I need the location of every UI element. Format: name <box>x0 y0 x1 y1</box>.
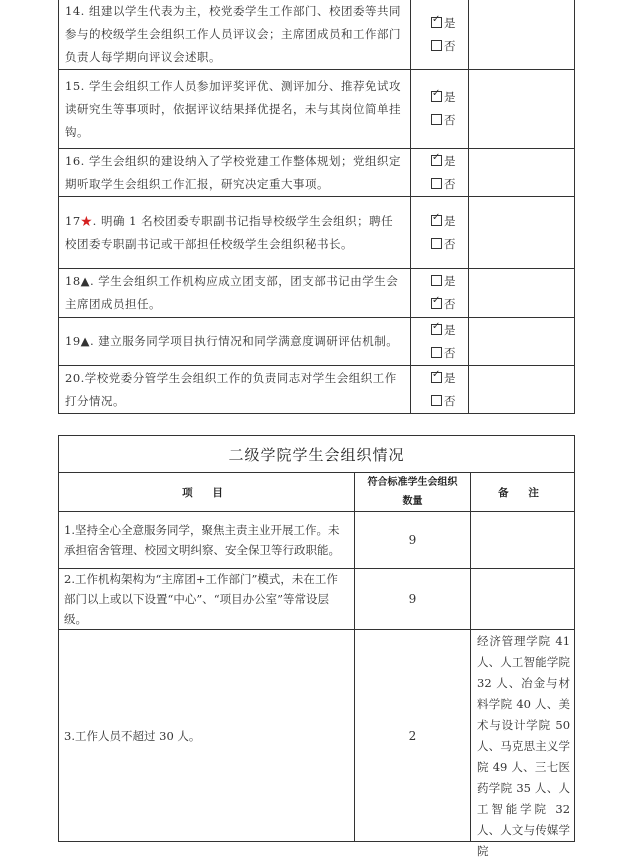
criterion-number: 17 <box>65 213 81 228</box>
blank-cell <box>469 70 575 149</box>
table-row <box>59 70 575 149</box>
criterion-body: . 学生会组织工作机构应成立团支部，团支部书记由学生会主席团成员担任。 <box>65 274 399 311</box>
criterion-text: 15. 学生会组织工作人员参加评奖评优、测评加分、推荐免试攻读研究生等事项时，依据评议结果择优提名，未与其岗位简单挂钩。 <box>59 70 411 149</box>
triangle-icon: ▲ <box>80 334 90 348</box>
no-label: 否 <box>444 38 456 53</box>
column-header-note: 备 注 <box>471 473 575 512</box>
yes-no-options <box>411 149 469 197</box>
no-label: 否 <box>444 345 456 360</box>
blank-cell <box>469 197 575 269</box>
table-row <box>59 630 575 842</box>
criterion-body: . 明确 1 名校团委专职副书记指导校级学生会组织；聘任校团委专职副书记或干部担任校级学生会组织秘书长。 <box>65 213 394 251</box>
criterion-text <box>59 318 411 366</box>
table-row <box>59 512 575 569</box>
criterion-text <box>59 269 411 318</box>
table-row <box>59 569 575 630</box>
yes-no-options <box>411 0 469 70</box>
count-cell: 9 <box>355 569 471 630</box>
table-row <box>59 366 575 414</box>
star-icon: ★ <box>80 213 93 228</box>
criterion-number: 19 <box>65 334 81 348</box>
note-cell <box>471 569 575 630</box>
yes-no-options <box>411 366 469 414</box>
yes-label: 是 <box>444 213 456 228</box>
checkbox-no[interactable] <box>431 114 442 125</box>
table-title-row <box>59 436 575 473</box>
checkbox-yes[interactable] <box>431 17 442 28</box>
checkbox-no[interactable] <box>431 178 442 189</box>
yes-label: 是 <box>444 90 456 104</box>
no-label: 否 <box>444 393 456 408</box>
checkbox-yes[interactable] <box>431 91 442 102</box>
column-header-item: 项 目 <box>59 473 355 512</box>
checkbox-no[interactable] <box>431 298 442 309</box>
criterion-text: 14. 组建以学生代表为主，校党委学生工作部门、校团委等共同参与的校级学生会组织工作人员评议会；主席团成员和工作部门负责人每学期向评议会述职。 <box>59 0 411 70</box>
yes-no-options <box>411 269 469 318</box>
checkbox-no[interactable] <box>431 347 442 358</box>
checkbox-yes[interactable] <box>431 155 442 166</box>
count-cell: 2 <box>355 630 471 842</box>
blank-cell <box>469 366 575 414</box>
checkbox-no[interactable] <box>431 40 442 51</box>
yes-no-options <box>411 197 469 269</box>
table-title: 二级学院学生会组织情况 <box>59 436 575 473</box>
yes-label: 是 <box>444 153 456 168</box>
checkbox-yes[interactable] <box>431 324 442 335</box>
column-header-count: 符合标准学生会组织数量 <box>355 473 471 512</box>
note-text: 经济管理学院 41 人、人工智能学院 32 人、冶金与材料学院 40 人、美术与设计学院 50 人、马克思主义学院 49 人、三七医药学院 35 人、人工智能学院 32 人、人文与传媒学院 <box>477 634 571 858</box>
checkbox-no[interactable] <box>431 395 442 406</box>
item-text: 1.坚持全心全意服务同学，聚焦主责主业开展工作。未承担宿舍管理、校园文明纠察、安全保卫等行政职能。 <box>59 512 355 569</box>
criteria-checklist-table <box>58 0 575 414</box>
table-row <box>59 318 575 366</box>
yes-label: 是 <box>444 274 456 288</box>
triangle-icon: ▲ <box>80 274 90 288</box>
blank-cell <box>469 269 575 318</box>
checkbox-yes[interactable] <box>431 275 442 286</box>
yes-label: 是 <box>444 370 456 385</box>
yes-label: 是 <box>444 15 456 30</box>
criterion-body: . 建立服务同学项目执行情况和同学满意度调研评估机制。 <box>90 334 399 348</box>
no-label: 否 <box>444 113 456 127</box>
checkbox-yes[interactable] <box>431 372 442 383</box>
note-cell <box>471 512 575 569</box>
table-row <box>59 149 575 197</box>
note-cell <box>471 630 575 858</box>
criterion-text <box>59 197 411 269</box>
checkbox-yes[interactable] <box>431 215 442 226</box>
college-student-union-table <box>58 435 575 858</box>
no-label: 否 <box>444 176 456 191</box>
blank-cell <box>469 149 575 197</box>
item-text: 2.工作机构架构为“主席团+工作部门”模式，未在工作部门以上或以下设置“中心”、“项目办公室”等常设层级。 <box>59 569 355 630</box>
table-row <box>59 269 575 318</box>
criterion-number: 18 <box>65 274 81 288</box>
yes-no-options <box>411 70 469 149</box>
no-label: 否 <box>444 236 456 251</box>
table-row <box>59 197 575 269</box>
count-cell: 9 <box>355 512 471 569</box>
blank-cell <box>469 0 575 70</box>
criterion-text: 16. 学生会组织的建设纳入了学校党建工作整体规划；党组织定期听取学生会组织工作汇报，研究决定重大事项。 <box>59 149 411 197</box>
checkbox-no[interactable] <box>431 238 442 249</box>
blank-cell <box>469 318 575 366</box>
yes-label: 是 <box>444 322 456 337</box>
yes-no-options <box>411 318 469 366</box>
table-header-row <box>59 473 575 512</box>
no-label: 否 <box>444 297 456 311</box>
table-row <box>59 0 575 70</box>
item-text: 3.工作人员不超过 30 人。 <box>59 630 355 842</box>
criterion-text: 20.学校党委分管学生会组织工作的负责同志对学生会组织工作打分情况。 <box>59 366 411 414</box>
